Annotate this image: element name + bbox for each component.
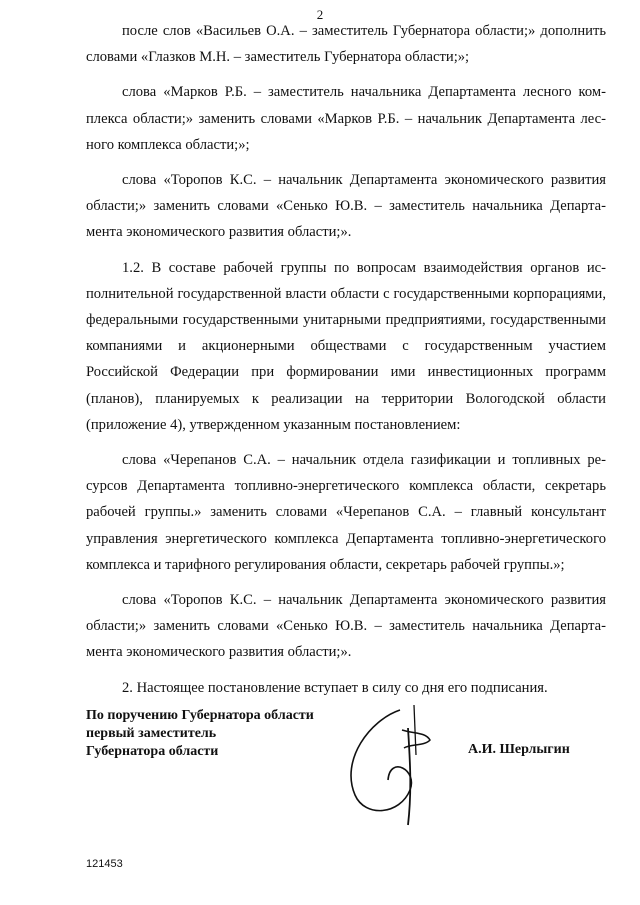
- page-number: 2: [316, 7, 324, 22]
- signatory-title-line-2: первый заместитель: [86, 726, 217, 741]
- signatory-name: А.И. Шерлыгин: [468, 742, 570, 757]
- signatory-title: [86, 707, 314, 761]
- paragraph-6: слова «Торопов К.С. – начальник Департамента экономического развития области;» заменить словами «Сенько Ю.В. – заместитель начальника Департамента экономического развития области;».: [86, 592, 606, 661]
- signatory-title-line-1: По поручению Губернатора области: [86, 708, 314, 723]
- paragraph-4: 1.2. В составе рабочей группы по вопросам взаимодействия органов исполнительной государственной власти области с государственными корпорациями, федеральными государственными унитарными предприятиями, государственными компаниями и акционерными обществами с государственным участием Российской Федерации при формировании ими инвестиционных программ (планов), планируемых к реализации на территории Вологодской области (приложение 4), утвержденном указанным постановлением:: [86, 259, 606, 433]
- document-body: [86, 18, 606, 701]
- paragraph-7: 2. Настоящее постановление вступает в силу со дня его подписания.: [122, 679, 548, 696]
- document-code: 121453: [86, 858, 123, 870]
- handwritten-signature: [330, 700, 460, 830]
- signatory-title-line-3: Губернатора области: [86, 744, 219, 759]
- paragraph-5: слова «Черепанов С.А. – начальник отдела газификации и топливных ресурсов Департамента топливно-энергетического комплекса области, секретарь рабочей группы.» заменить словами «Черепанов С.А. – главный консультант управления энергетического комплекса Департамента топливно-энергетического комплекса и тарифного регулирования области, секретарь рабочей группы.»;: [86, 452, 606, 573]
- paragraph-3: слова «Торопов К.С. – начальник Департамента экономического развития области;» заменить словами «Сенько Ю.В. – заместитель начальника Департамента экономического развития области;».: [86, 172, 606, 241]
- paragraph-1: после слов «Васильев О.А. – заместитель Губернатора области;» дополнить словами «Глазков М.Н. – заместитель Губернатора области;»;: [86, 23, 606, 66]
- paragraph-2: слова «Марков Р.Б. – заместитель начальника Департамента лесного комплекса области;» заменить словами «Марков Р.Б. – начальник Департамента лесного комплекса области;»;: [86, 84, 606, 153]
